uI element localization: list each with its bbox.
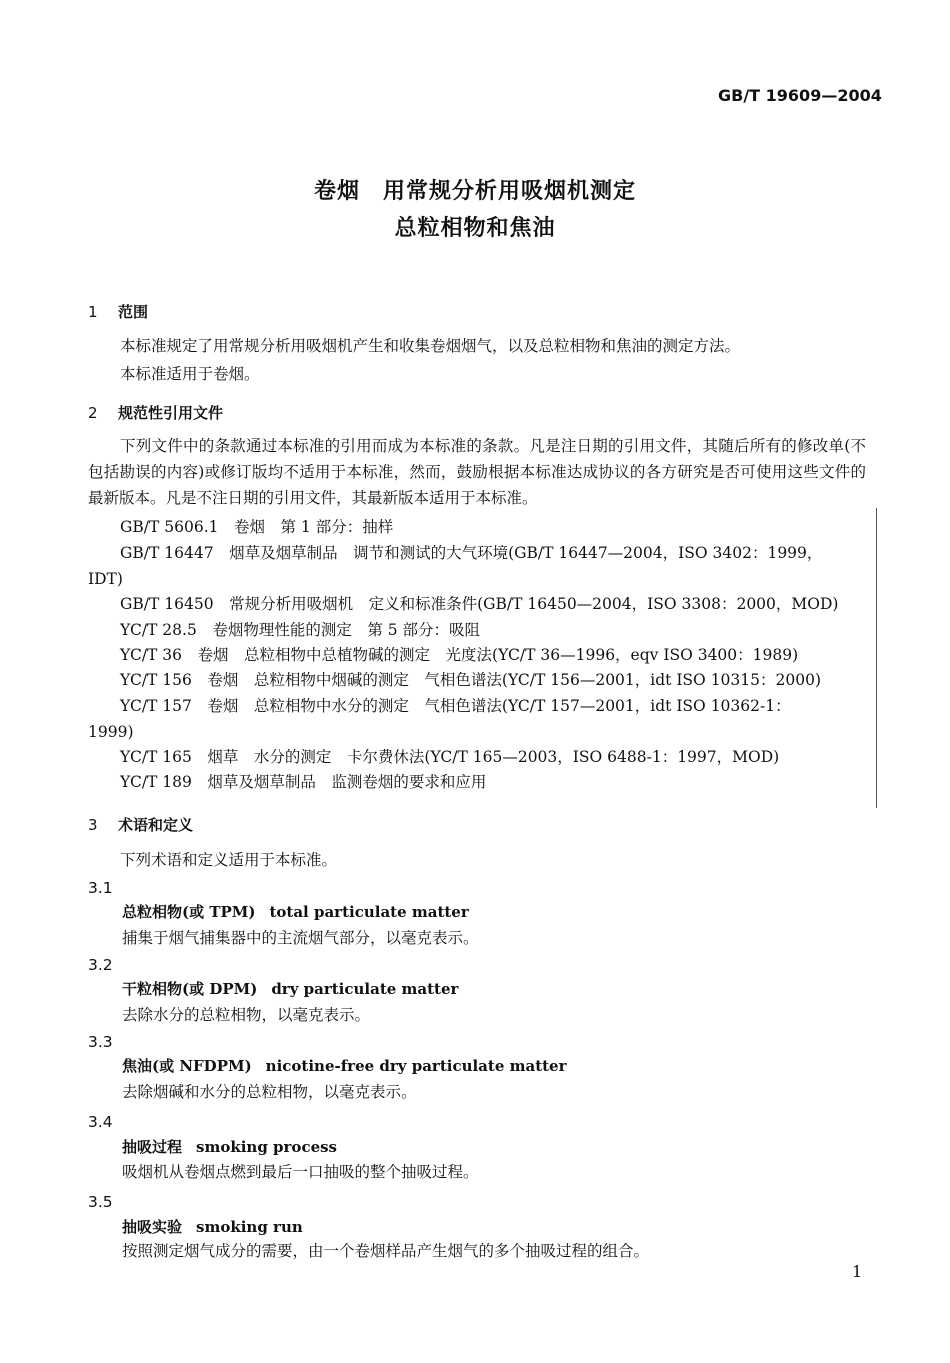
document-title-line-1: 卷烟 用常规分析用吸烟机测定 <box>313 179 636 204</box>
reference-item: YC/T 156 卷烟 总粒相物中烟碱的测定 气相色谱法(YC/T 156—2001，idt ISO 10315：2000) <box>120 671 821 689</box>
term-chinese: 焦油(或 NFDPM) <box>122 1057 252 1075</box>
reference-item: YC/T 189 烟草及烟草制品 监测卷烟的要求和应用 <box>120 773 487 791</box>
section-number: 1 <box>88 303 98 321</box>
section-number: 3 <box>88 816 98 834</box>
term-number: 3.1 <box>88 879 113 897</box>
term-heading <box>122 978 458 999</box>
term-chinese: 抽吸实验 <box>122 1218 183 1236</box>
section-title: 术语和定义 <box>118 816 194 834</box>
term-number: 3.3 <box>88 1033 113 1051</box>
section-number: 2 <box>88 404 98 422</box>
reference-item: YC/T 28.5 卷烟物理性能的测定 第 5 部分：吸阻 <box>120 621 481 639</box>
term-heading <box>122 901 469 922</box>
reference-item-continuation: IDT) <box>88 570 123 588</box>
term-definition: 去除烟碱和水分的总粒相物，以毫克表示。 <box>122 1083 417 1101</box>
term-chinese: 干粒相物(或 DPM) <box>122 980 258 998</box>
term-chinese: 抽吸过程 <box>122 1138 183 1156</box>
term-chinese: 总粒相物(或 TPM) <box>122 903 256 921</box>
term-definition: 去除水分的总粒相物，以毫克表示。 <box>122 1006 371 1024</box>
term-heading <box>122 1136 337 1157</box>
section-1-paragraph-2: 本标准适用于卷烟。 <box>120 365 260 383</box>
term-number: 3.5 <box>88 1193 113 1211</box>
term-number: 3.2 <box>88 956 113 974</box>
reference-item-continuation: 1999) <box>88 723 134 741</box>
section-title: 范围 <box>118 303 149 321</box>
term-heading <box>122 1055 567 1076</box>
term-definition: 捕集于烟气捕集器中的主流烟气部分，以毫克表示。 <box>122 929 479 947</box>
reference-item: GB/T 16447 烟草及烟草制品 调节和测试的大气环境(GB/T 16447—2004，ISO 3402：1999， <box>120 544 823 562</box>
reference-item: YC/T 36 卷烟 总粒相物中总植物碱的测定 光度法(YC/T 36—1996，eqv ISO 3400：1989) <box>120 646 799 664</box>
term-heading <box>122 1216 303 1237</box>
term-number: 3.4 <box>88 1113 113 1131</box>
section-2-intro: 下列文件中的条款通过本标准的引用而成为本标准的条款。凡是注日期的引用文件，其随后所有的修改单(不包括勘误的内容)或修订版均不适用于本标准，然而，鼓励根据本标准达成协议的各方研究是否可使用这些文件的最新版本。凡是不注日期的引用文件，其最新版本适用于本标准。 <box>88 437 866 507</box>
document-title-line-2: 总粒相物和焦油 <box>394 216 556 241</box>
term-definition: 按照测定烟气成分的需要，由一个卷烟样品产生烟气的多个抽吸过程的组合。 <box>122 1242 650 1260</box>
reference-item: YC/T 165 烟草 水分的测定 卡尔费休法(YC/T 165—2003，ISO 6488-1：1997，MOD) <box>120 748 780 766</box>
reference-item: GB/T 16450 常规分析用吸烟机 定义和标准条件(GB/T 16450—2004，ISO 3308：2000，MOD) <box>120 595 839 613</box>
reference-item: GB/T 5606.1 卷烟 第 1 部分：抽样 <box>120 518 394 536</box>
term-english: nicotine-free dry particulate matter <box>265 1057 567 1075</box>
term-english: smoking run <box>196 1218 303 1236</box>
margin-rule <box>876 508 877 808</box>
section-1-heading <box>88 301 148 322</box>
section-3-heading <box>88 814 193 835</box>
section-1-paragraph-1: 本标准规定了用常规分析用吸烟机产生和收集卷烟烟气，以及总粒相物和焦油的测定方法。 <box>120 337 741 355</box>
term-definition: 吸烟机从卷烟点燃到最后一口抽吸的整个抽吸过程。 <box>122 1163 479 1181</box>
reference-item: YC/T 157 卷烟 总粒相物中水分的测定 气相色谱法(YC/T 157—2001，idt ISO 10362-1： <box>120 697 791 715</box>
term-english: total particulate matter <box>269 903 469 921</box>
section-2-heading <box>88 402 223 423</box>
term-english: smoking process <box>196 1138 338 1156</box>
term-english: dry particulate matter <box>271 980 459 998</box>
standard-code: GB/T 19609—2004 <box>718 86 882 105</box>
section-title: 规范性引用文件 <box>118 404 224 422</box>
page-number: 1 <box>852 1262 863 1281</box>
section-3-intro: 下列术语和定义适用于本标准。 <box>120 851 338 869</box>
